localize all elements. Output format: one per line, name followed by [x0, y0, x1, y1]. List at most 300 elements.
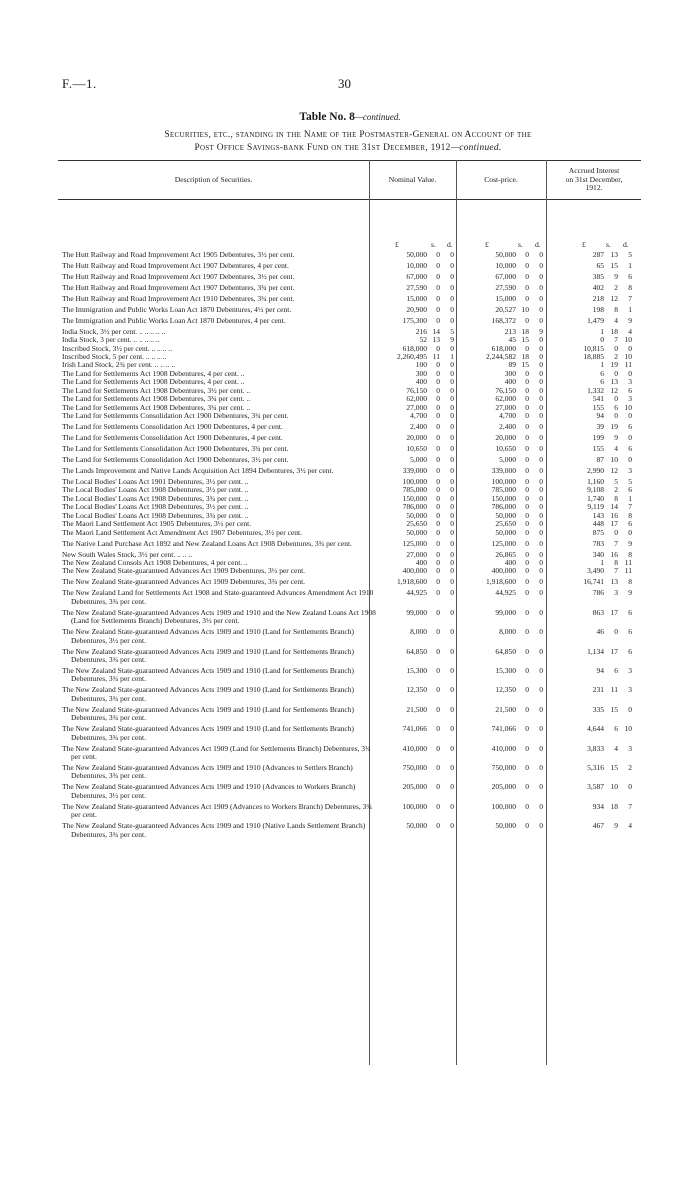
cost-shillings: 0 — [525, 724, 529, 734]
accrued-shillings: 5 — [614, 476, 618, 486]
nominal-pounds: 150,000 — [402, 493, 427, 503]
cost-pence: 0 — [539, 558, 543, 567]
cost-pence: 0 — [539, 577, 543, 587]
nominal-shillings: 0 — [436, 385, 440, 395]
nominal-shillings: 0 — [436, 377, 440, 387]
cost-pence: 0 — [539, 352, 543, 362]
cost-shillings: 0 — [525, 763, 529, 773]
accrued-shillings: 6 — [614, 724, 618, 734]
cost-pounds: 4,700 — [499, 411, 516, 421]
accrued-shillings: 12 — [610, 465, 618, 475]
accrued-pence: 6 — [628, 385, 632, 395]
nominal-pounds: 25,650 — [406, 519, 427, 529]
accrued-pence: 2 — [628, 763, 632, 773]
nominal-pence: 0 — [450, 271, 454, 281]
security-description: The Hutt Railway and Road Improvement Act 1910 Debentures, 3¾ per cent. — [62, 293, 295, 303]
security-description: The Local Bodies' Loans Act 1908 Debentures, 3½ per cent. .. — [62, 502, 249, 512]
accrued-pence: 0 — [628, 704, 632, 714]
accrued-shillings: 10 — [610, 455, 618, 465]
cost-pence: 0 — [539, 549, 543, 559]
cost-shillings: 0 — [525, 665, 529, 675]
cost-shillings: 0 — [525, 343, 529, 353]
cost-pence: 0 — [539, 411, 543, 421]
security-description: The Hutt Railway and Road Improvement Act 1907 Debentures, 3½ per cent. — [62, 271, 295, 281]
nominal-pence: 0 — [450, 465, 454, 475]
nominal-pounds: 20,900 — [406, 304, 427, 314]
nominal-shillings: 0 — [436, 360, 440, 370]
accrued-pence: 0 — [628, 368, 632, 378]
unit-shilling: s. — [431, 240, 436, 249]
accrued-pence: 6 — [628, 607, 632, 617]
accrued-pounds: 0 — [600, 335, 604, 345]
security-description: The New Zealand State-guaranteed Advances Acts 1909 and 1910 (Land for Settlements Branch) Debentures, 3¾ per cent. — [62, 685, 354, 703]
accrued-pence: 3 — [628, 685, 632, 695]
security-description: The Hutt Railway and Road Improvement Act 1907 Debentures, 3¾ per cent. — [62, 282, 295, 292]
nominal-pounds: 44,925 — [406, 588, 427, 598]
nominal-pence: 0 — [450, 476, 454, 486]
cost-shillings: 0 — [525, 402, 529, 412]
cost-pounds: 339,000 — [491, 465, 516, 475]
cost-pence: 0 — [539, 527, 543, 537]
security-description: The Maori Land Settlement Act 1905 Debentures, 3½ per cent. — [62, 519, 252, 529]
accrued-pounds: 46 — [596, 627, 604, 637]
nominal-pounds: 4,700 — [410, 411, 427, 421]
accrued-pounds: 448 — [592, 519, 604, 529]
cost-shillings: 0 — [525, 444, 529, 454]
nominal-shillings: 0 — [436, 519, 440, 529]
nominal-shillings: 0 — [436, 763, 440, 773]
nominal-shillings: 0 — [436, 271, 440, 281]
table-row — [62, 306, 646, 314]
accrued-pounds: 3,833 — [587, 743, 604, 753]
cost-pounds: 50,000 — [495, 527, 516, 537]
security-description: The Hutt Railway and Road Improvement Act 1905 Debentures, 3½ per cent. — [62, 250, 295, 259]
accrued-pence: 9 — [628, 538, 632, 548]
accrued-shillings: 13 — [610, 377, 618, 387]
cost-pounds: 785,000 — [491, 485, 516, 495]
accrued-pounds: 934 — [592, 801, 604, 811]
nominal-pounds: 339,000 — [402, 465, 427, 475]
cost-shillings: 0 — [525, 315, 529, 325]
cost-shillings: 0 — [525, 782, 529, 792]
nominal-pounds: 786,000 — [402, 502, 427, 512]
nominal-pence: 0 — [450, 549, 454, 559]
accrued-shillings: 2 — [614, 485, 618, 495]
security-description: The New Zealand State-guaranteed Advances Act 1909 (Land for Settlements Branch) Debentures, 3¾ per cent. — [62, 743, 371, 762]
nominal-pounds: 50,000 — [406, 527, 427, 537]
table-row — [62, 317, 646, 325]
accrued-pence: 6 — [628, 444, 632, 454]
table-row — [62, 783, 646, 800]
column-header-description: Description of Securities. — [174, 174, 253, 184]
unit-pence: d. — [535, 240, 541, 249]
accrued-shillings: 4 — [614, 444, 618, 454]
accrued-pounds: 16,741 — [583, 577, 604, 587]
accrued-pence: 1 — [628, 493, 632, 503]
security-description: The New Zealand State-guaranteed Advances Acts 1909 and 1910 (Land for Settlements Branch) Debentures, 3½ per cent. — [62, 627, 354, 645]
accrued-shillings: 2 — [614, 282, 618, 292]
nominal-pence: 0 — [450, 377, 454, 387]
nominal-pounds: 10,000 — [406, 260, 427, 270]
table-row — [62, 706, 646, 723]
accrued-pounds: 1 — [600, 360, 604, 370]
accrued-pounds: 783 — [592, 538, 604, 548]
accrued-shillings: 12 — [610, 293, 618, 303]
unit-pence: d. — [447, 240, 453, 249]
security-description: The New Zealand State-guaranteed Advances Acts 1909 and 1910 (Advances to Workers Branch) Debentures, 3½ per cent. — [62, 782, 356, 800]
accrued-pounds: 287 — [592, 250, 604, 259]
cost-shillings: 0 — [525, 566, 529, 576]
accrued-pounds: 6 — [600, 377, 604, 387]
accrued-pounds: 231 — [592, 685, 604, 695]
nominal-pence: 0 — [450, 368, 454, 378]
table-row — [62, 251, 646, 259]
cost-pence: 0 — [539, 782, 543, 792]
accrued-header-line-3: 1912. — [585, 183, 603, 193]
cost-pence: 0 — [539, 801, 543, 811]
accrued-pence: 4 — [628, 326, 632, 336]
accrued-shillings: 18 — [610, 801, 618, 811]
accrued-pounds: 335 — [592, 704, 604, 714]
cost-shillings: 0 — [525, 377, 529, 387]
cost-pence: 0 — [539, 250, 543, 259]
cost-pence: 0 — [539, 444, 543, 454]
security-description: The New Zealand State-guaranteed Advances Acts 1909 and 1910 (Land for Settlements Branch) Debentures, 3¾ per cent. — [62, 665, 354, 684]
nominal-pence: 0 — [450, 493, 454, 503]
nominal-pounds: 741,066 — [402, 724, 427, 734]
cost-shillings: 0 — [525, 465, 529, 475]
accrued-shillings: 8 — [614, 304, 618, 314]
accrued-shillings: 6 — [614, 402, 618, 412]
unit-pence: d. — [623, 240, 629, 249]
accrued-pounds: 9,119 — [587, 502, 604, 512]
accrued-pence: 8 — [628, 282, 632, 292]
cost-pounds: 100,000 — [491, 801, 516, 811]
accrued-shillings: 13 — [610, 577, 618, 587]
nominal-pounds: 27,000 — [406, 549, 427, 559]
table-title-main: Table No. 8 — [299, 111, 355, 123]
security-description: India Stock, 3 per cent. .. .. .. .. .. — [62, 335, 160, 345]
cost-shillings: 0 — [525, 455, 529, 465]
row-spacer — [62, 839, 646, 842]
cost-pounds: 786,000 — [491, 502, 516, 512]
security-description: New South Wales Stock, 3½ per cent. .. .. .. — [62, 549, 193, 559]
security-description: The Land for Settlements Act 1908 Debentures, 4 per cent. .. — [62, 368, 245, 378]
accrued-pence: 10 — [624, 724, 632, 734]
nominal-shillings: 0 — [436, 685, 440, 695]
nominal-pounds: 27,590 — [406, 282, 427, 292]
cost-pence: 0 — [539, 433, 543, 443]
accrued-pence: 0 — [628, 343, 632, 353]
cost-pence: 0 — [539, 476, 543, 486]
cost-pounds: 62,000 — [495, 394, 516, 404]
accrued-shillings: 9 — [614, 271, 618, 281]
accrued-shillings: 14 — [610, 502, 618, 512]
accrued-pounds: 863 — [592, 607, 604, 617]
accrued-shillings: 4 — [614, 315, 618, 325]
unit-pound: £ — [395, 240, 399, 249]
security-description: The Land for Settlements Consolidation Act 1900 Debentures, 4 per cent. — [62, 422, 283, 432]
nominal-shillings: 0 — [436, 549, 440, 559]
security-description: The Local Bodies' Loans Act 1908 Debentures, 3¾ per cent. .. — [62, 510, 249, 520]
nominal-pounds: 62,000 — [406, 394, 427, 404]
cost-shillings: 10 — [521, 304, 529, 314]
accrued-pence: 0 — [628, 455, 632, 465]
table-row — [62, 803, 646, 820]
accrued-shillings: 12 — [610, 385, 618, 395]
cost-pounds: 50,000 — [495, 250, 516, 259]
nominal-pence: 0 — [450, 527, 454, 537]
cost-pence: 0 — [539, 368, 543, 378]
table-row — [62, 609, 646, 626]
table-row — [62, 686, 646, 703]
nominal-pounds: 8,000 — [410, 627, 427, 637]
accrued-pounds: 3,587 — [587, 782, 604, 792]
cost-pence: 0 — [539, 607, 543, 617]
nominal-pence: 0 — [450, 343, 454, 353]
table-row — [62, 529, 646, 537]
table-row — [62, 284, 646, 292]
accrued-pence: 0 — [628, 433, 632, 443]
accrued-shillings: 0 — [614, 343, 618, 353]
cost-pence: 0 — [539, 646, 543, 656]
nominal-shillings: 0 — [436, 646, 440, 656]
accrued-pence: 0 — [628, 527, 632, 537]
nominal-shillings: 0 — [436, 665, 440, 675]
cost-pence: 0 — [539, 724, 543, 734]
accrued-pounds: 155 — [592, 444, 604, 454]
cost-shillings: 0 — [525, 476, 529, 486]
nominal-pence: 0 — [450, 724, 454, 734]
security-description: The New Zealand State-guaranteed Advances Acts 1909 and 1910 and the New Zealand Loans Act 1908 (Land for Settlements Branch) Debentures, 3½ per cent. — [62, 607, 376, 626]
accrued-pence: 1 — [628, 304, 632, 314]
cost-pounds: 20,527 — [495, 304, 516, 314]
cost-pence: 0 — [539, 821, 543, 831]
accrued-pounds: 1,479 — [587, 315, 604, 325]
nominal-shillings: 0 — [436, 282, 440, 292]
nominal-pence: 0 — [450, 577, 454, 587]
nominal-pence: 0 — [450, 304, 454, 314]
accrued-pence: 1 — [628, 260, 632, 270]
accrued-shillings: 8 — [614, 493, 618, 503]
nominal-pence: 0 — [450, 685, 454, 695]
unit-shilling: s. — [518, 240, 523, 249]
cost-pence: 0 — [539, 465, 543, 475]
accrued-pounds: 3,490 — [587, 566, 604, 576]
nominal-pence: 0 — [450, 360, 454, 370]
security-description: The New Zealand State-guaranteed Advances Act 1909 Debentures, 3¾ per cent. — [62, 577, 306, 587]
nominal-pence: 0 — [450, 782, 454, 792]
cost-pounds: 400 — [504, 377, 516, 387]
security-description: The New Zealand State-guaranteed Advances Acts 1909 and 1910 (Advances to Settlers Branch) Debentures, 3¾ per cent. — [62, 763, 353, 781]
cost-pounds: 150,000 — [491, 493, 516, 503]
cost-pounds: 2,244,582 — [486, 352, 516, 362]
table-row — [62, 423, 646, 431]
cost-shillings: 0 — [525, 510, 529, 520]
accrued-pence: 0 — [628, 411, 632, 421]
nominal-pounds: 12,350 — [406, 685, 427, 695]
nominal-pence: 0 — [450, 763, 454, 773]
accrued-pounds: 10,815 — [583, 343, 604, 353]
nominal-pence: 0 — [450, 260, 454, 270]
security-description: The Hutt Railway and Road Improvement Act 1907 Debentures, 4 per cent. — [62, 260, 289, 270]
security-description: The New Zealand State-guaranteed Advances Acts 1909 and 1910 (Native Lands Settlement Branch) Debentures, 3¾ per cent. — [62, 821, 366, 839]
cost-shillings: 0 — [525, 646, 529, 656]
accrued-shillings: 19 — [610, 360, 618, 370]
cost-shillings: 0 — [525, 282, 529, 292]
cost-shillings: 0 — [525, 519, 529, 529]
nominal-pounds: 52 — [419, 335, 427, 345]
accrued-pounds: 1,740 — [587, 493, 604, 503]
nominal-pounds: 750,000 — [402, 763, 427, 773]
accrued-pence: 9 — [628, 588, 632, 598]
accrued-pence: 8 — [628, 510, 632, 520]
nominal-pence: 9 — [450, 335, 454, 345]
table-top-rule — [58, 160, 641, 161]
nominal-shillings: 0 — [436, 304, 440, 314]
nominal-shillings: 0 — [436, 476, 440, 486]
accrued-pounds: 1,332 — [587, 385, 604, 395]
accrued-pounds: 402 — [592, 282, 604, 292]
cost-shillings: 0 — [525, 493, 529, 503]
accrued-shillings: 4 — [614, 743, 618, 753]
cost-pounds: 50,000 — [495, 510, 516, 520]
cost-shillings: 0 — [525, 394, 529, 404]
accrued-pounds: 385 — [592, 271, 604, 281]
security-description: India Stock, 3½ per cent. .. .. .. .. .. — [62, 326, 166, 336]
table-row — [62, 648, 646, 665]
nominal-shillings: 0 — [436, 493, 440, 503]
accrued-shillings: 18 — [610, 326, 618, 336]
nominal-pounds: 216 — [415, 326, 427, 336]
cost-pounds: 5,000 — [499, 455, 516, 465]
nominal-pence: 0 — [450, 607, 454, 617]
cost-pence: 0 — [539, 260, 543, 270]
nominal-shillings: 0 — [436, 538, 440, 548]
accrued-pence: 6 — [628, 646, 632, 656]
accrued-pounds: 1,134 — [587, 646, 604, 656]
accrued-pence: 8 — [628, 549, 632, 559]
security-description: The New Zealand State-guaranteed Advances Acts 1909 and 1910 (Land for Settlements Branch) Debentures, 3¾ per cent. — [62, 724, 354, 742]
nominal-shillings: 11 — [432, 352, 440, 362]
accrued-shillings: 2 — [614, 352, 618, 362]
nominal-pounds: 15,300 — [406, 665, 427, 675]
accrued-pounds: 94 — [596, 411, 604, 421]
nominal-pence: 0 — [450, 646, 454, 656]
nominal-shillings: 14 — [432, 326, 440, 336]
accrued-shillings: 13 — [610, 250, 618, 259]
accrued-shillings: 8 — [614, 558, 618, 567]
table-row — [62, 589, 646, 606]
nominal-pounds: 400,000 — [402, 566, 427, 576]
cost-pence: 0 — [539, 510, 543, 520]
cost-pounds: 64,850 — [495, 646, 516, 656]
nominal-pence: 5 — [450, 326, 454, 336]
accrued-shillings: 17 — [610, 646, 618, 656]
cost-shillings: 0 — [525, 502, 529, 512]
table-row — [62, 540, 646, 548]
accrued-pence: 7 — [628, 801, 632, 811]
nominal-shillings: 0 — [436, 743, 440, 753]
nominal-shillings: 13 — [432, 335, 440, 345]
nominal-shillings: 0 — [436, 558, 440, 567]
cost-pounds: 20,000 — [495, 433, 516, 443]
nominal-pence: 0 — [450, 485, 454, 495]
table-row — [62, 628, 646, 645]
cost-shillings: 0 — [525, 293, 529, 303]
accrued-shillings: 10 — [610, 782, 618, 792]
nominal-pence: 0 — [450, 315, 454, 325]
accrued-pence: 10 — [624, 352, 632, 362]
nominal-pounds: 5,000 — [410, 455, 427, 465]
table-row — [62, 434, 646, 442]
accrued-pounds: 18,885 — [583, 352, 604, 362]
cost-pence: 0 — [539, 422, 543, 432]
cost-pounds: 400 — [504, 558, 516, 567]
nominal-pounds: 76,150 — [406, 385, 427, 395]
table-subtitle — [62, 129, 634, 155]
accrued-pence: 10 — [624, 402, 632, 412]
accrued-pounds: 1 — [600, 326, 604, 336]
cost-pounds: 76,150 — [495, 385, 516, 395]
cost-pounds: 15,300 — [495, 665, 516, 675]
table-row — [62, 412, 646, 420]
column-header-nominal-value: Nominal Value. — [388, 174, 437, 184]
security-description: The Native Land Purchase Act 1892 and New Zealand Loans Act 1908 Debentures, 3¾ per cent. — [62, 538, 352, 548]
accrued-shillings: 6 — [614, 665, 618, 675]
nominal-pence: 0 — [450, 588, 454, 598]
cost-pence: 9 — [539, 326, 543, 336]
accrued-shillings: 15 — [610, 763, 618, 773]
cost-shillings: 15 — [521, 335, 529, 345]
accrued-shillings: 11 — [610, 685, 618, 695]
cost-pounds: 27,590 — [495, 282, 516, 292]
accrued-pounds: 87 — [596, 455, 604, 465]
nominal-shillings: 0 — [436, 422, 440, 432]
accrued-shillings: 9 — [614, 821, 618, 831]
accrued-pence: 11 — [624, 360, 632, 370]
accrued-pounds: 1 — [600, 558, 604, 567]
cost-pence: 0 — [539, 566, 543, 576]
cost-pounds: 44,925 — [495, 588, 516, 598]
nominal-pounds: 20,000 — [406, 433, 427, 443]
accrued-pounds: 65 — [596, 260, 604, 270]
cost-shillings: 0 — [525, 743, 529, 753]
nominal-pounds: 100,000 — [402, 801, 427, 811]
table-row — [62, 456, 646, 464]
security-description: The New Zealand State-guaranteed Advances Act 1909 (Advances to Workers Branch) Debentures, 3¾ per cent. — [62, 801, 372, 820]
nominal-shillings: 0 — [436, 527, 440, 537]
subtitle-line-2: Post Office Savings-bank Fund on the 31st December, 1912 — [194, 143, 451, 153]
nominal-pence: 0 — [450, 402, 454, 412]
cost-pence: 0 — [539, 402, 543, 412]
cost-pounds: 750,000 — [491, 763, 516, 773]
cost-pence: 0 — [539, 685, 543, 695]
security-description: The New Zealand State-guaranteed Advances Acts 1909 and 1910 (Land for Settlements Branch) Debentures, 3¾ per cent. — [62, 704, 354, 723]
cost-pence: 0 — [539, 343, 543, 353]
security-description: The Land for Settlements Consolidation Act 1900 Debentures, 3¾ per cent. — [62, 411, 289, 421]
nominal-pence: 0 — [450, 627, 454, 637]
accrued-pence: 4 — [628, 821, 632, 831]
nominal-shillings: 0 — [436, 502, 440, 512]
accrued-pounds: 541 — [592, 394, 604, 404]
cost-shillings: 0 — [525, 577, 529, 587]
security-description: The Land for Settlements Consolidation Act 1900 Debentures, 4 per cent. — [62, 433, 283, 443]
nominal-shillings: 0 — [436, 588, 440, 598]
nominal-shillings: 0 — [436, 485, 440, 495]
cost-pence: 0 — [539, 627, 543, 637]
nominal-pence: 0 — [450, 411, 454, 421]
